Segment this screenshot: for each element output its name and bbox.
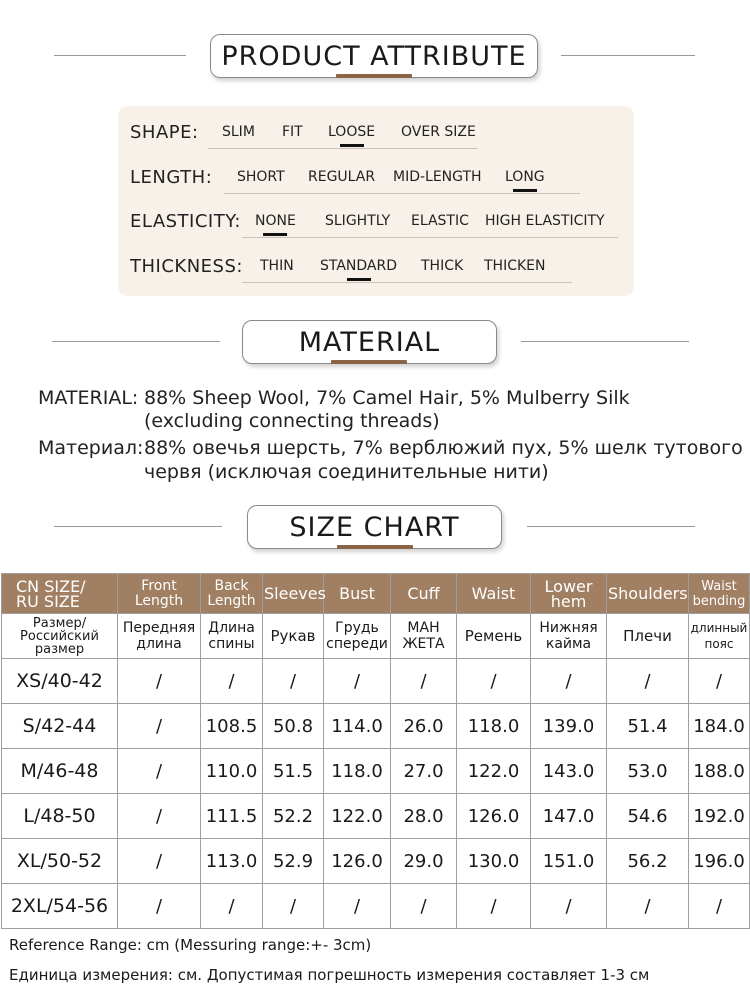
measurement-cell: 130.0 [457, 839, 531, 884]
header-text: Рукав [270, 627, 316, 645]
measurement-cell: 111.5 [201, 794, 263, 839]
measurement-cell: 51.5 [263, 749, 324, 794]
header-row-ru [2, 614, 750, 659]
measurement-cell: 113.0 [201, 839, 263, 884]
material-ru-label: Материал: [38, 437, 144, 459]
attr-label: ELASTICITY: [130, 211, 241, 232]
header-cell [201, 614, 263, 659]
measurement-cell: 118.0 [324, 749, 391, 794]
measurement-cell: / [324, 659, 391, 704]
header-text: ЖЕТА [402, 636, 445, 652]
heading-line-right [527, 526, 695, 527]
attr-rule [208, 148, 478, 149]
section-title: MATERIAL [242, 320, 497, 364]
header-cell [391, 574, 457, 614]
header-cell [201, 574, 263, 614]
heading-line-left [54, 526, 222, 527]
attr-option: FIT [282, 124, 303, 140]
header-cell [531, 574, 607, 614]
measurement-cell: 139.0 [531, 704, 607, 749]
header-text: спереди [326, 636, 388, 652]
attr-option: REGULAR [308, 169, 376, 185]
measurement-cell: 26.0 [391, 704, 457, 749]
table-row [2, 884, 750, 929]
attr-option-selected: LOOSE [328, 124, 376, 140]
header-cell [324, 574, 391, 614]
material-en-line1: 88% Sheep Wool, 7% Camel Hair, 5% Mulberry Silk [144, 387, 630, 409]
attr-option: THICKEN [484, 258, 546, 274]
attr-row-elasticity [118, 209, 634, 239]
header-text: Длина [208, 620, 255, 636]
header-cell [607, 574, 689, 614]
table-row [2, 839, 750, 884]
header-cell [118, 614, 201, 659]
title-accent-bar [337, 545, 413, 549]
measurement-cell: / [263, 884, 324, 929]
attr-label: THICKNESS: [130, 256, 243, 277]
attr-rule [224, 193, 580, 194]
header-text: Cuff [407, 584, 440, 603]
header-text: Shoulders [608, 584, 688, 603]
measurement-cell: 27.0 [391, 749, 457, 794]
measurement-cell: / [201, 659, 263, 704]
measurement-cell: / [118, 659, 201, 704]
measurement-cell: 110.0 [201, 749, 263, 794]
header-text: Российский [20, 628, 99, 644]
size-label-cell: M/46-48 [2, 749, 118, 794]
header-cell [263, 614, 324, 659]
size-label-cell: 2XL/54-56 [2, 884, 118, 929]
measurement-cell: / [689, 884, 750, 929]
measurement-cell: / [118, 839, 201, 884]
measurement-cell: / [689, 659, 750, 704]
header-text: Нижняя [539, 620, 598, 636]
measurement-cell: / [118, 704, 201, 749]
header-cell [531, 614, 607, 659]
measurement-cell: / [457, 884, 531, 929]
size-label-cell: L/48-50 [2, 794, 118, 839]
title-accent-bar [331, 360, 407, 364]
measurement-cell: 192.0 [689, 794, 750, 839]
header-text: спины [208, 636, 255, 652]
product-attribute-heading [0, 34, 750, 78]
header-text: Length [134, 592, 184, 609]
measurement-cell: / [391, 659, 457, 704]
measurement-cell: / [201, 884, 263, 929]
measurement-cell: 52.9 [263, 839, 324, 884]
attr-option: OVER SIZE [401, 124, 476, 140]
material-heading [0, 320, 750, 364]
material-en-label: MATERIAL: [38, 387, 139, 409]
header-text: Sleeves [264, 584, 326, 603]
attr-option: THICK [421, 258, 464, 274]
header-text: Ремень [464, 627, 523, 645]
measurement-cell: / [457, 659, 531, 704]
header-cell [2, 614, 118, 659]
measurement-cell: 143.0 [531, 749, 607, 794]
measurement-cell: 126.0 [324, 839, 391, 884]
table-row [2, 794, 750, 839]
attr-option: SLIM [222, 124, 255, 140]
measurement-cell: / [531, 659, 607, 704]
header-cell [689, 574, 750, 614]
header-text: размер [34, 641, 85, 657]
table-row [2, 749, 750, 794]
header-text: пояс [704, 637, 734, 651]
size-label-cell: XS/40-42 [2, 659, 118, 704]
measurement-cell: / [391, 884, 457, 929]
header-text: CN SIZE/ [16, 576, 86, 596]
title-accent-bar [336, 74, 412, 78]
material-en-line2: (excluding connecting threads) [144, 410, 440, 432]
heading-line-left [54, 55, 186, 56]
measurement-cell: 56.2 [607, 839, 689, 884]
measurement-cell: / [531, 884, 607, 929]
size-chart-heading [0, 505, 750, 549]
measurement-cell: 114.0 [324, 704, 391, 749]
header-cell [263, 574, 324, 614]
measurement-cell: / [118, 884, 201, 929]
header-cell [607, 614, 689, 659]
header-text: длинный [690, 621, 748, 635]
attr-row-length [118, 165, 634, 195]
attr-rule [242, 237, 618, 238]
measurement-cell: 196.0 [689, 839, 750, 884]
attr-option: ELASTIC [411, 213, 469, 229]
header-text: Length [207, 592, 256, 609]
reference-range-ru: Единица измерения: см. Допустимая погрешность измерения составляет 1-3 см [9, 966, 650, 984]
attr-option: THIN [260, 258, 294, 274]
measurement-cell: 122.0 [457, 749, 531, 794]
header-text: кайма [545, 636, 592, 652]
header-text: Front [141, 577, 177, 594]
measurement-cell: 151.0 [531, 839, 607, 884]
header-text: МАН [407, 620, 440, 636]
measurement-cell: / [118, 749, 201, 794]
heading-line-right [561, 55, 695, 56]
measurement-cell: 29.0 [391, 839, 457, 884]
section-title: SIZE CHART [247, 505, 502, 549]
measurement-cell: 52.2 [263, 794, 324, 839]
attribute-panel [118, 106, 634, 296]
header-text: Lower [544, 576, 593, 596]
attr-option: HIGH ELASTICITY [485, 213, 605, 229]
header-text: Bust [339, 584, 375, 603]
header-text: RU SIZE [16, 591, 80, 611]
header-text: Плечи [623, 627, 672, 645]
header-cell [2, 574, 118, 614]
attr-option: SLIGHTLY [325, 213, 391, 229]
attr-option-selected: NONE [255, 213, 296, 229]
header-cell [118, 574, 201, 614]
header-text: Передняя [122, 620, 196, 636]
heading-line-right [521, 341, 689, 342]
measurement-cell: 54.6 [607, 794, 689, 839]
table-row [2, 704, 750, 749]
measurement-cell: / [324, 884, 391, 929]
attr-option-selected: STANDARD [320, 258, 398, 274]
attr-label: SHAPE: [130, 122, 199, 143]
measurement-cell: / [607, 659, 689, 704]
measurement-cell: 122.0 [324, 794, 391, 839]
attr-row-shape [118, 120, 634, 150]
material-ru-line1: 88% овечья шерсть, 7% верблюжий пух, 5% шелк тутового [144, 437, 743, 459]
reference-range-en: Reference Range: cm (Messuring range:+- 3cm) [9, 936, 372, 954]
material-ru-line2: червя (исключая соединительные нити) [144, 461, 549, 483]
table-row [2, 659, 750, 704]
header-text: hem [550, 591, 587, 611]
header-text: Грудь [335, 620, 379, 636]
header-cell [457, 574, 531, 614]
measurement-cell: / [118, 794, 201, 839]
header-text: Размер/ [32, 615, 87, 631]
measurement-cell: 147.0 [531, 794, 607, 839]
measurement-cell: / [263, 659, 324, 704]
measurement-cell: 51.4 [607, 704, 689, 749]
size-chart-table [1, 573, 750, 929]
size-table-body [2, 659, 750, 929]
header-text: Back [214, 577, 249, 594]
header-text: bending [692, 593, 746, 609]
measurement-cell: 184.0 [689, 704, 750, 749]
attr-option-selected: LONG [505, 169, 545, 185]
measurement-cell: 126.0 [457, 794, 531, 839]
size-label-cell: S/42-44 [2, 704, 118, 749]
measurement-cell: / [607, 884, 689, 929]
measurement-cell: 28.0 [391, 794, 457, 839]
header-cell [457, 614, 531, 659]
attr-option: MID-LENGTH [393, 169, 482, 185]
heading-line-left [52, 341, 220, 342]
section-title: PRODUCT ATTRIBUTE [210, 34, 538, 78]
size-label-cell: XL/50-52 [2, 839, 118, 884]
header-cell [324, 614, 391, 659]
header-text: длина [136, 636, 182, 652]
measurement-cell: 118.0 [457, 704, 531, 749]
measurement-cell: 188.0 [689, 749, 750, 794]
header-row-en [2, 574, 750, 614]
attr-rule [242, 282, 572, 283]
measurement-cell: 53.0 [607, 749, 689, 794]
header-cell [689, 614, 750, 659]
header-cell [391, 614, 457, 659]
attr-label: LENGTH: [130, 167, 213, 188]
attr-option: SHORT [237, 169, 285, 185]
measurement-cell: 50.8 [263, 704, 324, 749]
measurement-cell: 108.5 [201, 704, 263, 749]
header-text: Waist [701, 578, 737, 594]
header-text: Waist [471, 584, 516, 603]
attr-row-thickness [118, 254, 634, 284]
